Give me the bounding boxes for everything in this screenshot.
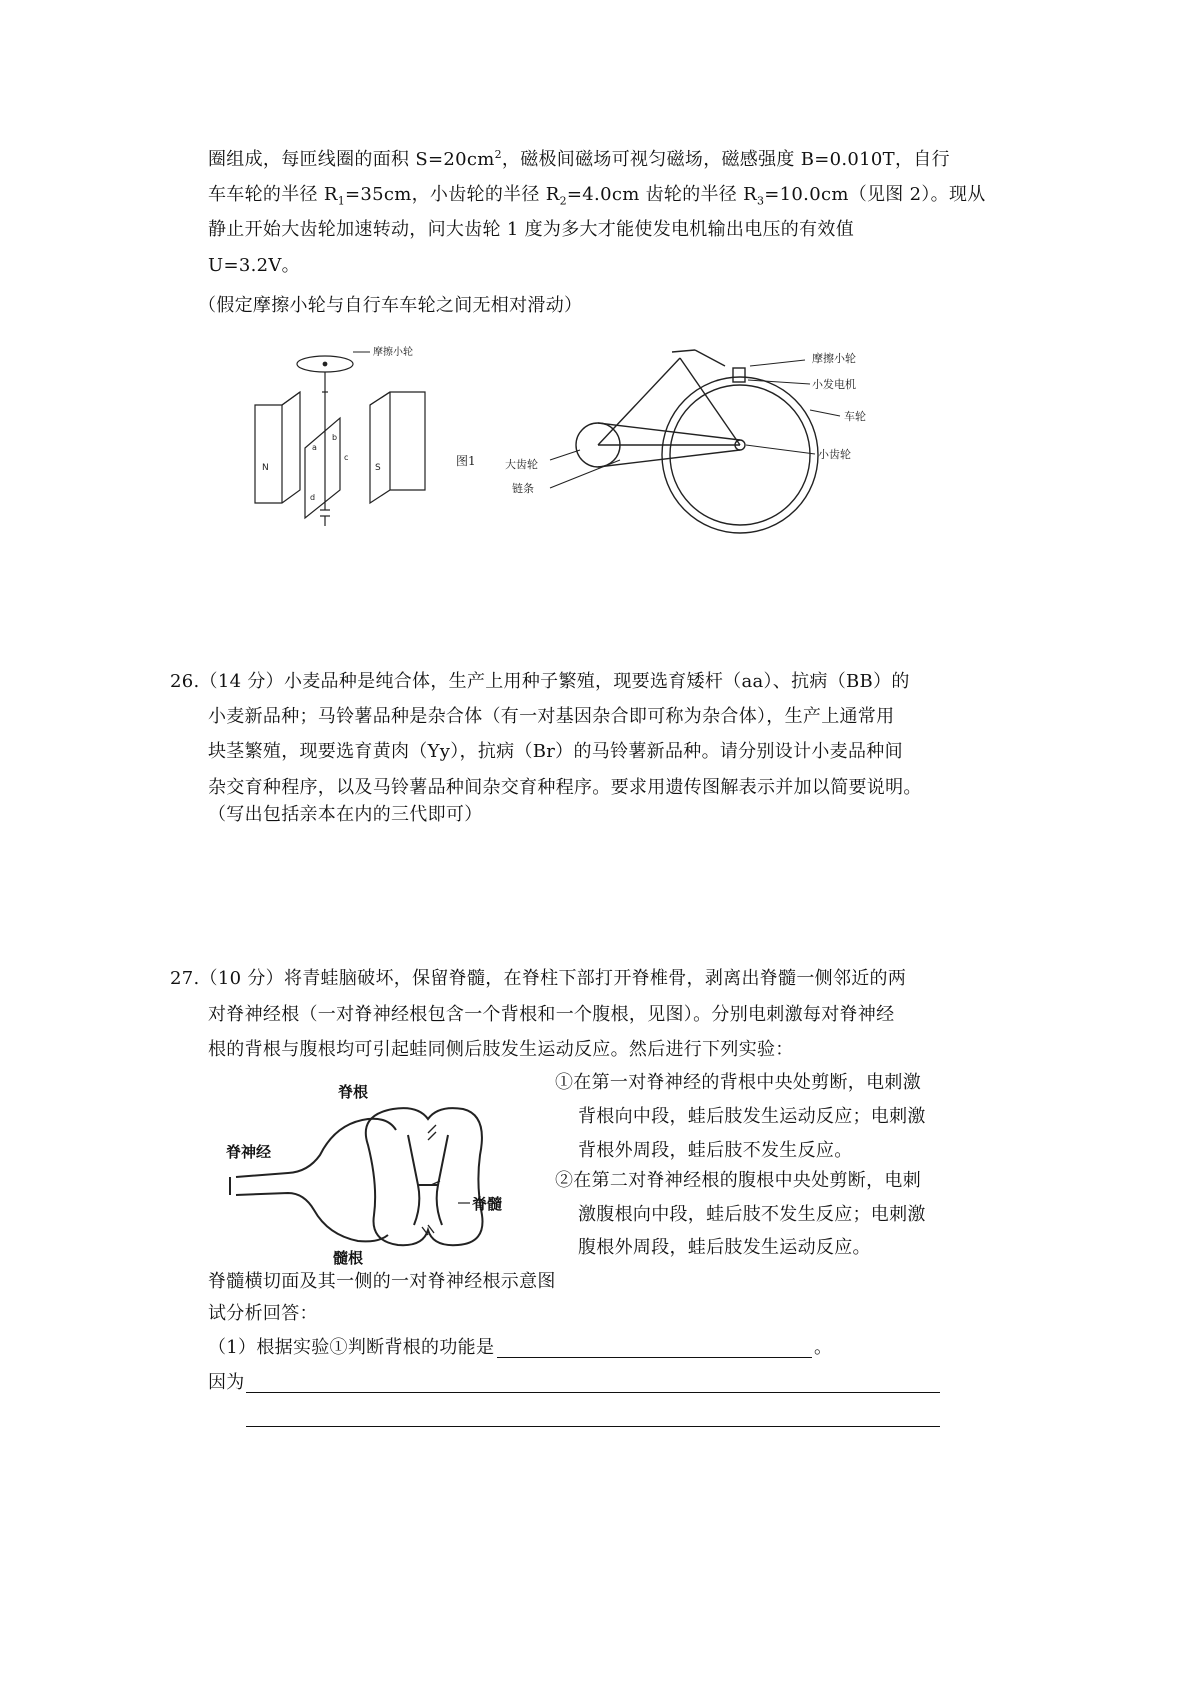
q25-line-2-b: =35cm，小齿轮的半径 R bbox=[345, 184, 560, 205]
q26-line-1: 26.（14 分）小麦品种是纯合体，生产上用种子繁殖，现要选育矮杆（aa）、抗病（BB）的 bbox=[170, 671, 910, 692]
answer-blank-2[interactable] bbox=[246, 1392, 940, 1393]
spinal-cord-outline bbox=[366, 1108, 483, 1245]
small-generator bbox=[733, 368, 745, 382]
label-spinal-cord: 脊髓 bbox=[472, 1195, 503, 1213]
q25-line-2-a: 车车轮的半径 R bbox=[208, 184, 338, 205]
q27-because: 因为 bbox=[208, 1372, 245, 1393]
label-wheel: 车轮 bbox=[844, 410, 866, 423]
q25-line-2-sub1: 1 bbox=[337, 194, 345, 208]
magnet-n bbox=[255, 392, 300, 503]
q27-exp1-line-1: ①在第一对脊神经的背根中央处剪断，电刺激 bbox=[555, 1072, 921, 1093]
label-chain: 链条 bbox=[512, 482, 534, 495]
label-big-gear: 大齿轮 bbox=[505, 458, 538, 471]
q27-exp1-line-3: 背根外周段，蛙后肢不发生反应。 bbox=[578, 1140, 853, 1161]
q25-line-1-pre: 圈组成，每匝线圈的面积 S=20cm bbox=[208, 149, 495, 170]
label-friction-wheel: 摩擦小轮 bbox=[812, 352, 856, 365]
q27-exp2-line-1: ②在第二对脊神经根的腹根中央处剪断，电刺 bbox=[555, 1170, 921, 1191]
label-small-generator: 小发电机 bbox=[812, 378, 856, 391]
q25-line-4: U=3.2V。 bbox=[208, 255, 300, 276]
q27-prompt: 试分析回答： bbox=[208, 1303, 318, 1324]
q26-line-2: 小麦新品种；马铃薯品种是杂合体（有一对基因杂合即可称为杂合体），生产上通常用 bbox=[208, 706, 895, 727]
q27-line-3: 根的背根与腹根均可引起蛙同侧后肢发生运动反应。然后进行下列实验： bbox=[208, 1039, 794, 1060]
figure-1-label: 图1 bbox=[456, 454, 476, 468]
letter-n: N bbox=[262, 463, 269, 473]
q27-line-1: 27.（10 分）将青蛙脑破坏，保留脊髓，在脊柱下部打开脊椎骨，剥离出脊髓一侧邻近的两 bbox=[170, 968, 907, 989]
spinal-cord-figure bbox=[218, 1075, 518, 1275]
letter-b: b bbox=[332, 433, 338, 442]
q26-line-4: 杂交育种程序，以及马铃薯品种间杂交育种程序。要求用遗传图解表示并加以简要说明。 bbox=[208, 777, 922, 798]
label-dorsal-root: 脊根 bbox=[338, 1083, 369, 1101]
letter-s: S bbox=[375, 463, 381, 473]
q26-line-5: （写出包括亲本在内的三代即可） bbox=[208, 804, 483, 825]
letter-c: c bbox=[344, 453, 349, 462]
q25-line-2-sub2: 2 bbox=[559, 194, 567, 208]
friction-wheel-label: 摩擦小轮 bbox=[373, 347, 413, 358]
q25-line-2-sub3: 3 bbox=[756, 194, 765, 208]
label-small-gear: 小齿轮 bbox=[818, 448, 851, 461]
magnet-s bbox=[370, 392, 425, 503]
q25-line-2 bbox=[208, 183, 986, 214]
q27-exp2-line-2: 激腹根向中段，蛙后肢不发生反应；电刺激 bbox=[578, 1204, 926, 1225]
q25-line-2-d: =10.0cm（见图 2）。现从 bbox=[764, 184, 986, 205]
q27-sub1 bbox=[208, 1336, 494, 1360]
answer-blank-1[interactable] bbox=[497, 1357, 812, 1358]
q27-exp2-line-3: 腹根外周段，蛙后肢发生运动反应。 bbox=[578, 1237, 871, 1258]
figure-caption: 脊髓横切面及其一侧的一对脊神经根示意图 bbox=[208, 1271, 556, 1292]
q25-line-3: 静止开始大齿轮加速转动，问大齿轮 1 度为多大才能使发电机输出电压的有效值 bbox=[208, 219, 854, 240]
q25-line-1-post: ，磁极间磁场可视匀磁场，磁感强度 B=0.010T，自行 bbox=[501, 149, 950, 170]
q25-line-5: （假定摩擦小轮与自行车车轮之间无相对滑动） bbox=[198, 295, 583, 316]
bicycle-wheel-inner bbox=[670, 385, 810, 525]
answer-blank-3[interactable] bbox=[246, 1426, 940, 1427]
q27-exp1-line-2: 背根向中段，蛙后肢发生运动反应；电刺激 bbox=[578, 1106, 926, 1127]
q26-line-3: 块茎繁殖，现要选育黄肉（Yy），抗病（Br）的马铃薯新品种。请分别设计小麦品种间 bbox=[208, 741, 903, 762]
letter-a: a bbox=[312, 443, 317, 452]
q27-sub1-text: （1）根据实验①判断背根的功能是 bbox=[208, 1337, 495, 1358]
q25-line-1 bbox=[208, 143, 950, 172]
q27-sub1-end: 。 bbox=[814, 1337, 833, 1358]
q25-line-1-sup: 2 bbox=[494, 148, 502, 161]
q25-line-2-c: =4.0cm 齿轮的半径 R bbox=[566, 184, 757, 205]
q27-line-2: 对脊神经根（一对脊神经根包含一个背根和一个腹根，见图）。分别电刺激每对脊神经 bbox=[208, 1004, 895, 1025]
bicycle-figure bbox=[450, 340, 910, 570]
label-ventral-root: 髓根 bbox=[333, 1249, 364, 1267]
letter-d: d bbox=[310, 493, 316, 502]
label-spinal-nerve: 脊神经 bbox=[226, 1143, 272, 1161]
bicycle-wheel-outer bbox=[662, 377, 818, 533]
